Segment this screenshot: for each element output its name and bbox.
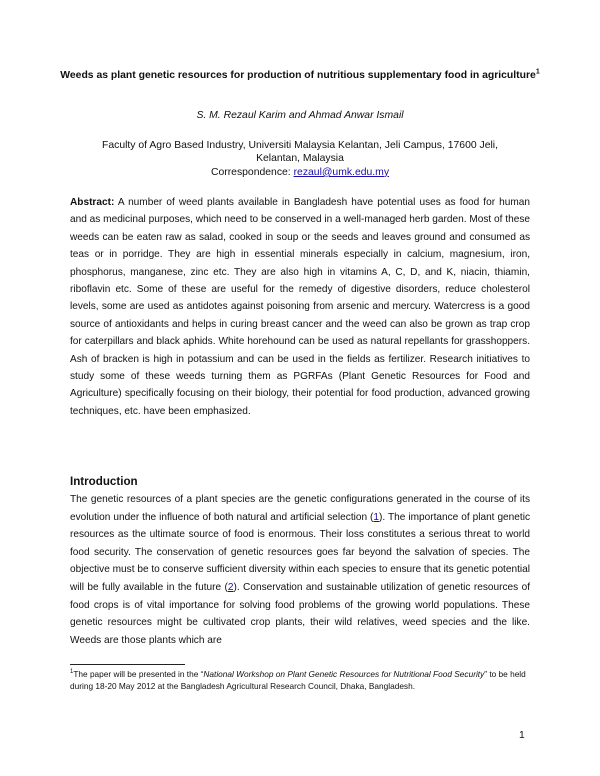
affiliation-block xyxy=(70,139,530,179)
introduction-heading: Introduction xyxy=(70,475,138,488)
page-number: 1 xyxy=(519,730,525,741)
intro-text-2: ). The importance of plant genetic resources as the ultimate source of food is enormous. Their loss constitutes a serious threat to world food security. The conservation of genetic resources goes far beyond the salvation of species. The objective must be to conserve sufficient diversity within each species to ensure that its genetic potential will be fully available in the future ( xyxy=(70,511,530,593)
footnote-mark: 1 xyxy=(70,669,74,676)
correspondence-line xyxy=(70,166,530,179)
paper-title xyxy=(60,68,540,83)
affiliation-line-1: Faculty of Agro Based Industry, Universiti Malaysia Kelantan, Jeli Campus, 17600 Jeli, xyxy=(102,140,498,151)
footnote xyxy=(70,668,530,693)
correspondence-email-link[interactable]: rezaul@umk.edu.my xyxy=(293,166,390,178)
paper-title-text: Weeds as plant genetic resources for production of nutritious supplementary food in agriculture xyxy=(60,70,536,81)
abstract-text: A number of weed plants available in Bangladesh have potential uses as food for human and as medicinal purposes, which need to be conserved in a well-managed herb garden. Most of these weeds can be eaten raw as salad, cooked in soup or the seeds and leaves ground and consumed as teas or in porridge. They are high in essential minerals especially in calcium, magnesium, iron, phosphorus, manganese, zinc etc. They are also high in vitamins A, C, D, and K, niacin, thiamin, riboflavin etc. Some of these are useful for the remedy of digestive disorders, reduce cholesterol levels, some are used as antidotes against poisoning from arsenic and mercury. Watercress is a good source of antioxidants and helps in curing breast cancer and the weed can also be grown as trap crop for caterpillars and black aphids. White horehound can be used as natural repellants for grasshoppers. Ash of bracken is high in potassium and can be used in the fields as fertilizer. Research initiatives to study some of these weeds turning them as PGRFAs (Plant Genetic Resources for Food and Agriculture) specifically focusing on their biology, their potential for food production, advanced growing techniques, etc. have been emphasized. xyxy=(70,197,530,417)
footnote-text-1: The paper will be presented in the “ xyxy=(73,669,204,679)
author-list: S. M. Rezaul Karim and Ahmad Anwar Ismail xyxy=(196,110,404,121)
reference-link-1[interactable]: 1 xyxy=(373,511,380,523)
title-footnote-mark[interactable]: 1 xyxy=(535,68,540,76)
reference-link-2[interactable]: 2 xyxy=(227,581,234,593)
abstract-paragraph xyxy=(70,194,530,420)
footnote-workshop-name: National Workshop on Plant Genetic Resources for Nutritional Food Security xyxy=(203,669,485,679)
affiliation-line-2: Kelantan, Malaysia xyxy=(256,153,344,165)
intro-text-1: The genetic resources of a plant species are the genetic configurations generated in the course of its evolution under the influence of both natural and artificial selection ( xyxy=(70,494,530,523)
footnote-divider xyxy=(70,664,185,665)
abstract-label: Abstract: xyxy=(70,197,115,208)
intro-text-3: ). Conservation and sustainable utilization of genetic resources of food crops is of vital importance for solving food problems of the growing world populations. These genetic resources might be cultivated crop plants, their wild relatives, weed species and the like. Weeds are those plants which are xyxy=(70,581,530,646)
introduction-paragraph xyxy=(70,491,530,649)
correspondence-label: Correspondence: xyxy=(210,166,291,178)
footnote-text-2: ” to be held during 18-20 May 2012 at the Bangladesh Agricultural Research Council, Dhaka, Bangladesh. xyxy=(70,669,526,692)
